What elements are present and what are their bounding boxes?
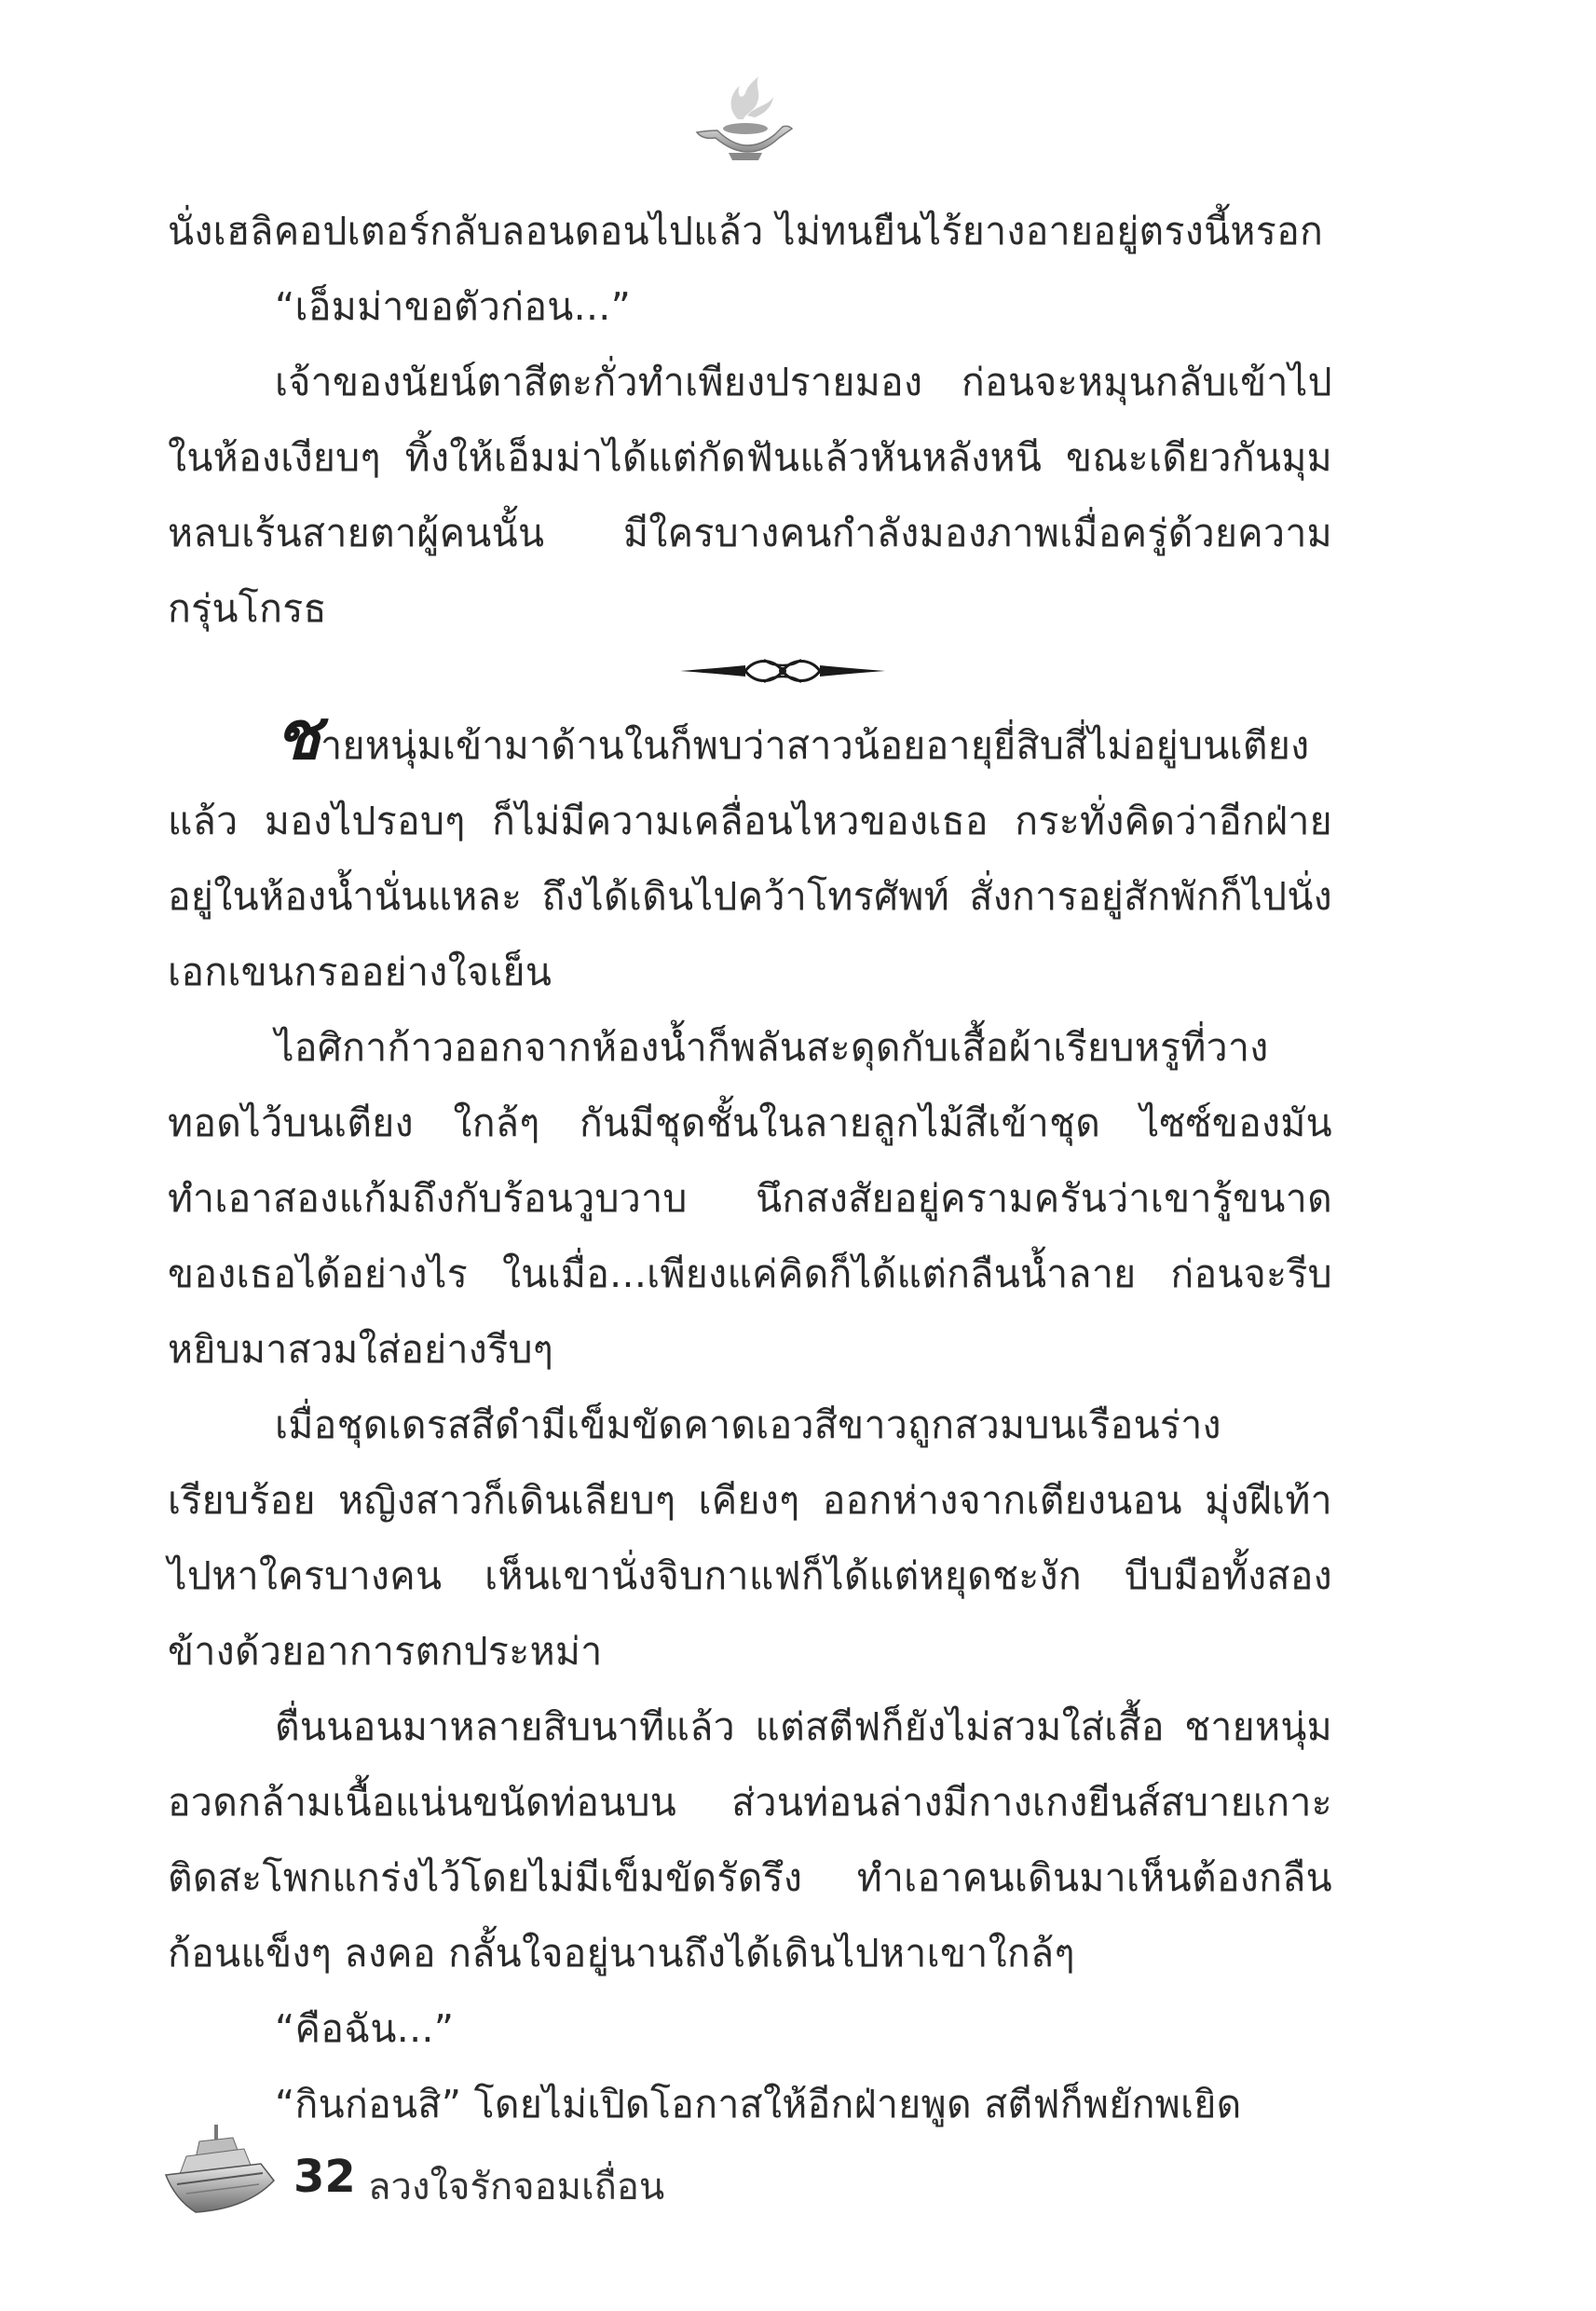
cruise-ship-icon: [158, 2115, 280, 2218]
page-footer: [158, 2106, 811, 2227]
paragraph: นั่งเฮลิคอปเตอร์กลับลอนดอนไปแล้ว ไม่ทนยืนไร้ยางอายอยู่ตรงนี้หรอก: [168, 209, 1324, 253]
paragraph: “คือฉัน...”: [275, 2006, 455, 2051]
dropcap: ช: [275, 695, 321, 774]
section-1-text: [168, 194, 1332, 647]
paragraph: “กินก่อนสิ” โดยไม่เปิดโอกาสให้อีกฝ่ายพูด สตีฟก็พยักพเยิด: [275, 2082, 1242, 2126]
lamp-with-smoke-icon: [689, 73, 801, 166]
paragraph: เมื่อชุดเดรสสีดำมีเข็มขัดคาดเอวสีขาวถูกสวมบนเรือนร่างเรียบร้อย หญิงสาวก็เดินเลียบๆ เคียงๆ ออกห่างจากเตียงนอน มุ่งฝีเท้าไปหาใครบางคน เห็นเขานั่งจิบกาแฟก็ได้แต่หยุดชะงัก บีบมือทั้งสองข้างด้วยอาการตกประหม่า: [168, 1402, 1332, 1674]
paragraph-with-dropcap: [168, 695, 1332, 1010]
book-title: ลวงใจรักจอมเถื่อน: [368, 2166, 665, 2208]
page-number: 32: [293, 2151, 356, 2203]
section-2-text: [168, 695, 1332, 2142]
ornamental-divider-icon: [466, 652, 1099, 690]
paragraph: ตื่นนอนมาหลายสิบนาทีแล้ว แต่สตีฟก็ยังไม่สวมใส่เสื้อ ชายหนุ่มอวดกล้ามเนื้อแน่นขนัดท่อนบน ส่วนท่อนล่างมีกางเกงยีนส์สบายเกาะติดสะโพกแกร่งไว้โดยไม่มีเข็มขัดรัดรึง ทำเอาคนเดินมาเห็นต้องกลืนก้อนแข็งๆ ลงคอ กลั้นใจอยู่นานถึงได้เดินไปหาเขาใกล้ๆ: [168, 1704, 1332, 1976]
paragraph: “เอ็มม่าขอตัวก่อน...”: [275, 284, 632, 329]
paragraph-text: ายหนุ่มเข้ามาด้านในก็พบว่าสาวน้อยอายุยี่สิบสี่ไม่อยู่บนเตียงแล้ว มองไปรอบๆ ก็ไม่มีความเคลื่อนไหวของเธอ กระทั่งคิดว่าอีกฝ่ายอยู่ในห้องน้ำนั่นแหละ ถึงได้เดินไปคว้าโทรศัพท์ สั่งการอยู่สักพักก็ไปนั่งเอกเขนกรออย่างใจเย็น: [168, 723, 1332, 994]
paragraph: เจ้าของนัยน์ตาสีตะกั่วทำเพียงปรายมอง ก่อนจะหมุนกลับเข้าไปในห้องเงียบๆ ทิ้งให้เอ็มม่าได้แต่กัดฟันแล้วหันหลังหนี ขณะเดียวกันมุมหลบเร้นสายตาผู้คนนั้น มีใครบางคนกำลังมองภาพเมื่อครู่ด้วยความกรุ่นโกรธ: [168, 360, 1332, 631]
paragraph: ไอศิกาก้าวออกจากห้องน้ำก็พลันสะดุดกับเสื้อผ้าเรียบหรูที่วางทอดไว้บนเตียง ใกล้ๆ กันมีชุดชั้นในลายลูกไม้สีเข้าชุด ไซซ์ของมันทำเอาสองแก้มถึงกับร้อนวูบวาบ นึกสงสัยอยู่ครามครันว่าเขารู้ขนาดของเธอได้อย่างไร ในเมื่อ...เพียงแค่คิดก็ได้แต่กลืนน้ำลาย ก่อนจะรีบหยิบมาสวมใส่อย่างรีบๆ: [168, 1025, 1332, 1372]
